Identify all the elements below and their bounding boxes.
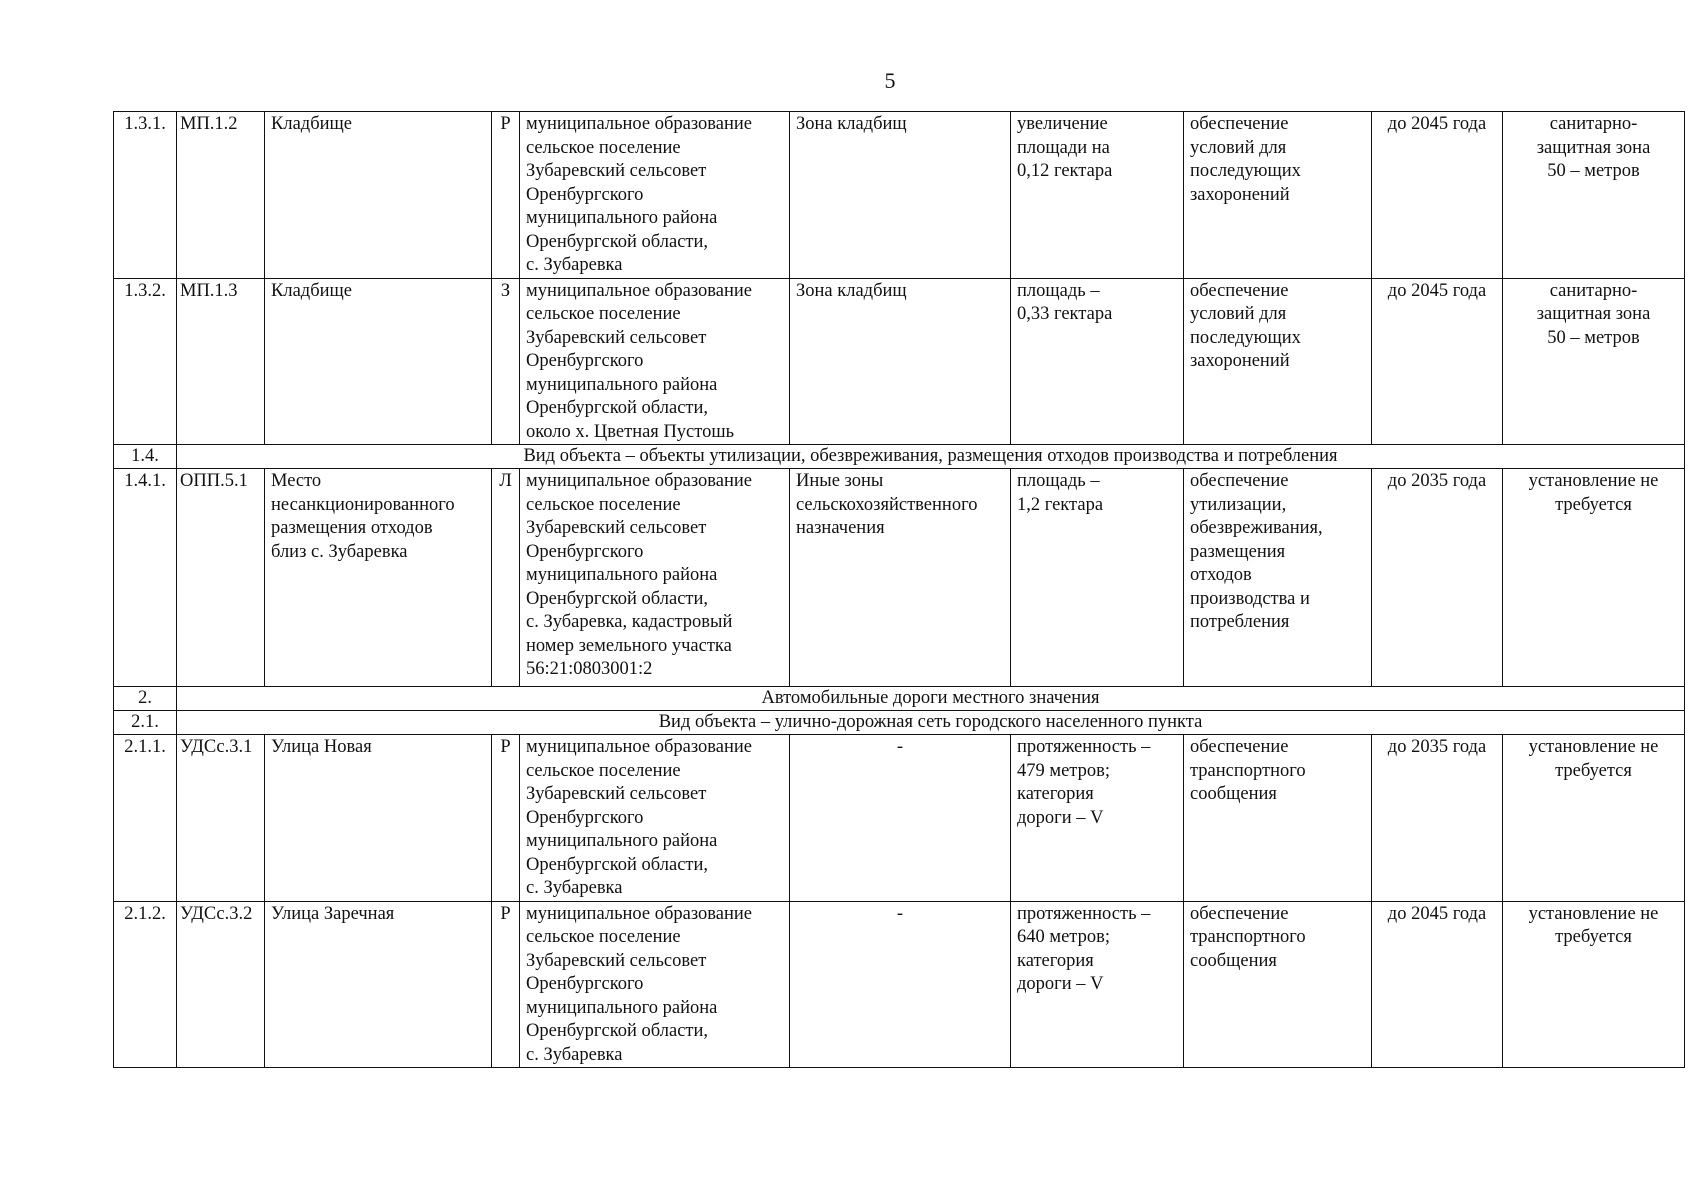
- implementation-term: до 2035 года: [1372, 735, 1503, 902]
- functional-zone: -: [790, 735, 1011, 902]
- item-number: 1.3.2.: [114, 278, 177, 445]
- object-characteristics: протяженность – 640 метров; категория дороги – V: [1011, 901, 1184, 1068]
- section-row: [114, 445, 1685, 469]
- object-name: Место несанкционированного размещения отходов близ с. Зубаревка: [265, 469, 492, 687]
- object-code: МП.1.2: [177, 112, 265, 279]
- status-mark: Л: [492, 469, 520, 687]
- section-number: 2.1.: [114, 711, 177, 735]
- object-location: муниципальное образование сельское поселение Зубаревский сельсовет Оренбургского муниципального района Оренбургской области, с. Зубаревка, кадастровый номер земельного участка 56:21:0803001:2: [520, 469, 790, 687]
- section-title: Вид объекта – объекты утилизации, обезвреживания, размещения отходов производства и потребления: [177, 445, 1685, 469]
- item-number: 2.1.1.: [114, 735, 177, 902]
- status-mark: Р: [492, 901, 520, 1068]
- object-code: УДСс.3.2: [177, 901, 265, 1068]
- table-row: [114, 469, 1685, 687]
- table-row: [114, 278, 1685, 445]
- object-characteristics: протяженность – 479 метров; категория дороги – V: [1011, 735, 1184, 902]
- object-purpose: обеспечение транспортного сообщения: [1184, 901, 1372, 1068]
- planned-objects-table: [113, 111, 1685, 1068]
- object-location: муниципальное образование сельское поселение Зубаревский сельсовет Оренбургского муниципального района Оренбургской области, около х. Цветная Пустошь: [520, 278, 790, 445]
- functional-zone: Иные зоны сельскохозяйственного назначения: [790, 469, 1011, 687]
- section-number: 1.4.: [114, 445, 177, 469]
- object-code: ОПП.5.1: [177, 469, 265, 687]
- status-mark: З: [492, 278, 520, 445]
- item-number: 2.1.2.: [114, 901, 177, 1068]
- object-location: муниципальное образование сельское поселение Зубаревский сельсовет Оренбургского муниципального района Оренбургской области, с. Зубаревка: [520, 112, 790, 279]
- zone-restriction: установление не требуется: [1503, 469, 1685, 687]
- page-number: 5: [884, 68, 896, 93]
- zone-restriction: установление не требуется: [1503, 735, 1685, 902]
- object-name: Улица Новая: [265, 735, 492, 902]
- functional-zone: Зона кладбищ: [790, 112, 1011, 279]
- object-characteristics: увеличение площади на 0,12 гектара: [1011, 112, 1184, 279]
- object-purpose: обеспечение утилизации, обезвреживания, размещения отходов производства и потребления: [1184, 469, 1372, 687]
- table-row: [114, 112, 1685, 279]
- status-mark: Р: [492, 735, 520, 902]
- object-characteristics: площадь – 1,2 гектара: [1011, 469, 1184, 687]
- functional-zone: Зона кладбищ: [790, 278, 1011, 445]
- object-name: Улица Заречная: [265, 901, 492, 1068]
- zone-restriction: санитарно- защитная зона 50 – метров: [1503, 112, 1685, 279]
- section-title: Автомобильные дороги местного значения: [177, 687, 1685, 711]
- object-code: МП.1.3: [177, 278, 265, 445]
- object-location: муниципальное образование сельское поселение Зубаревский сельсовет Оренбургского муниципального района Оренбургской области, с. Зубаревка: [520, 735, 790, 902]
- object-characteristics: площадь – 0,33 гектара: [1011, 278, 1184, 445]
- implementation-term: до 2045 года: [1372, 901, 1503, 1068]
- item-number: 1.4.1.: [114, 469, 177, 687]
- section-number: 2.: [114, 687, 177, 711]
- zone-restriction: установление не требуется: [1503, 901, 1685, 1068]
- table-row: [114, 901, 1685, 1068]
- object-name: Кладбище: [265, 278, 492, 445]
- zone-restriction: санитарно- защитная зона 50 – метров: [1503, 278, 1685, 445]
- implementation-term: до 2045 года: [1372, 278, 1503, 445]
- object-code: УДСс.3.1: [177, 735, 265, 902]
- section-row: [114, 711, 1685, 735]
- object-purpose: обеспечение транспортного сообщения: [1184, 735, 1372, 902]
- status-mark: Р: [492, 112, 520, 279]
- section-title: Вид объекта – улично-дорожная сеть городского населенного пункта: [177, 711, 1685, 735]
- object-name: Кладбище: [265, 112, 492, 279]
- object-location: муниципальное образование сельское поселение Зубаревский сельсовет Оренбургского муниципального района Оренбургской области, с. Зубаревка: [520, 901, 790, 1068]
- implementation-term: до 2045 года: [1372, 112, 1503, 279]
- object-purpose: обеспечение условий для последующих захоронений: [1184, 278, 1372, 445]
- section-row: [114, 687, 1685, 711]
- object-purpose: обеспечение условий для последующих захоронений: [1184, 112, 1372, 279]
- item-number: 1.3.1.: [114, 112, 177, 279]
- functional-zone: -: [790, 901, 1011, 1068]
- implementation-term: до 2035 года: [1372, 469, 1503, 687]
- table-row: [114, 735, 1685, 902]
